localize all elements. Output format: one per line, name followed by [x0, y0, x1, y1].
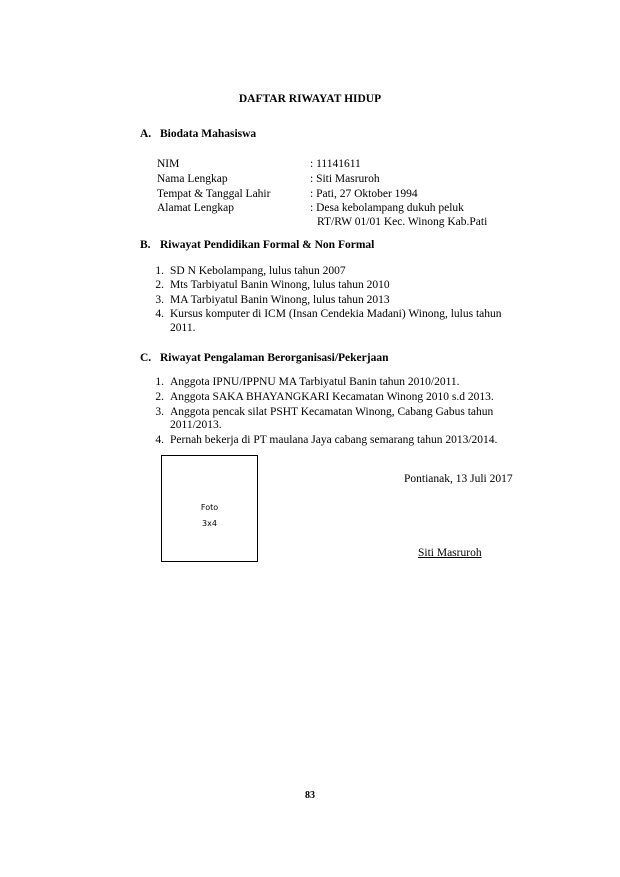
experience-item-number: 1.	[155, 376, 164, 388]
experience-item: Anggota pencak silat PSHT Kecamatan Winong, Cabang Gabus tahun	[170, 406, 494, 418]
section-b-letter: B.	[140, 239, 151, 251]
birth-value: : Pati, 27 Oktober 1994	[310, 188, 418, 200]
education-item-number: 3.	[155, 294, 164, 306]
experience-item-continuation: 2011/2013.	[170, 419, 222, 431]
birth-label: Tempat & Tanggal Lahir	[157, 188, 271, 200]
experience-item-number: 2.	[155, 391, 164, 403]
photo-size-label: 3x4	[202, 519, 217, 528]
education-item: MA Tarbiyatul Banin Winong, lulus tahun 2013	[170, 294, 390, 306]
signature-name: Siti Masruroh	[418, 547, 482, 559]
experience-item: Anggota SAKA BHAYANGKARI Kecamatan Winong 2010 s.d 2013.	[170, 391, 494, 403]
address-label: Alamat Lengkap	[157, 202, 234, 214]
photo-placeholder	[161, 455, 258, 562]
address-continuation: RT/RW 01/01 Kec. Winong Kab.Pati	[317, 216, 488, 228]
education-item-number: 2.	[155, 279, 164, 291]
nim-label: NIM	[157, 158, 180, 170]
education-item-continuation: 2011.	[170, 322, 196, 334]
education-item-number: 4.	[155, 308, 164, 320]
section-c-title: Riwayat Pengalaman Berorganisasi/Pekerjaan	[160, 352, 389, 364]
section-a-letter: A.	[140, 128, 152, 140]
education-item: Mts Tarbiyatul Banin Winong, lulus tahun 2010	[170, 279, 390, 291]
section-b-title: Riwayat Pendidikan Formal & Non Formal	[160, 239, 375, 251]
section-a-title: Biodata Mahasiswa	[160, 128, 257, 140]
page-number: 83	[305, 790, 315, 801]
education-item: SD N Kebolampang, lulus tahun 2007	[170, 265, 346, 277]
photo-label: Foto	[200, 503, 219, 512]
section-c-letter: C.	[140, 352, 152, 364]
signature-place-date: Pontianak, 13 Juli 2017	[404, 473, 513, 485]
education-item-number: 1.	[155, 265, 164, 277]
address-value: : Desa kebolampang dukuh peluk	[310, 202, 464, 214]
experience-item: Anggota IPNU/IPPNU MA Tarbiyatul Banin tahun 2010/2011.	[170, 376, 460, 388]
education-item: Kursus komputer di ICM (Insan Cendekia Madani) Winong, lulus tahun	[170, 308, 502, 320]
nim-value: : 11141611	[310, 158, 361, 170]
experience-item: Pernah bekerja di PT maulana Jaya cabang semarang tahun 2013/2014.	[170, 434, 498, 446]
name-label: Nama Lengkap	[157, 173, 228, 185]
experience-item-number: 3.	[155, 406, 164, 418]
experience-item-number: 4.	[155, 434, 164, 446]
document-title: DAFTAR RIWAYAT HIDUP	[238, 93, 382, 105]
name-value: : Siti Masruroh	[310, 173, 380, 185]
